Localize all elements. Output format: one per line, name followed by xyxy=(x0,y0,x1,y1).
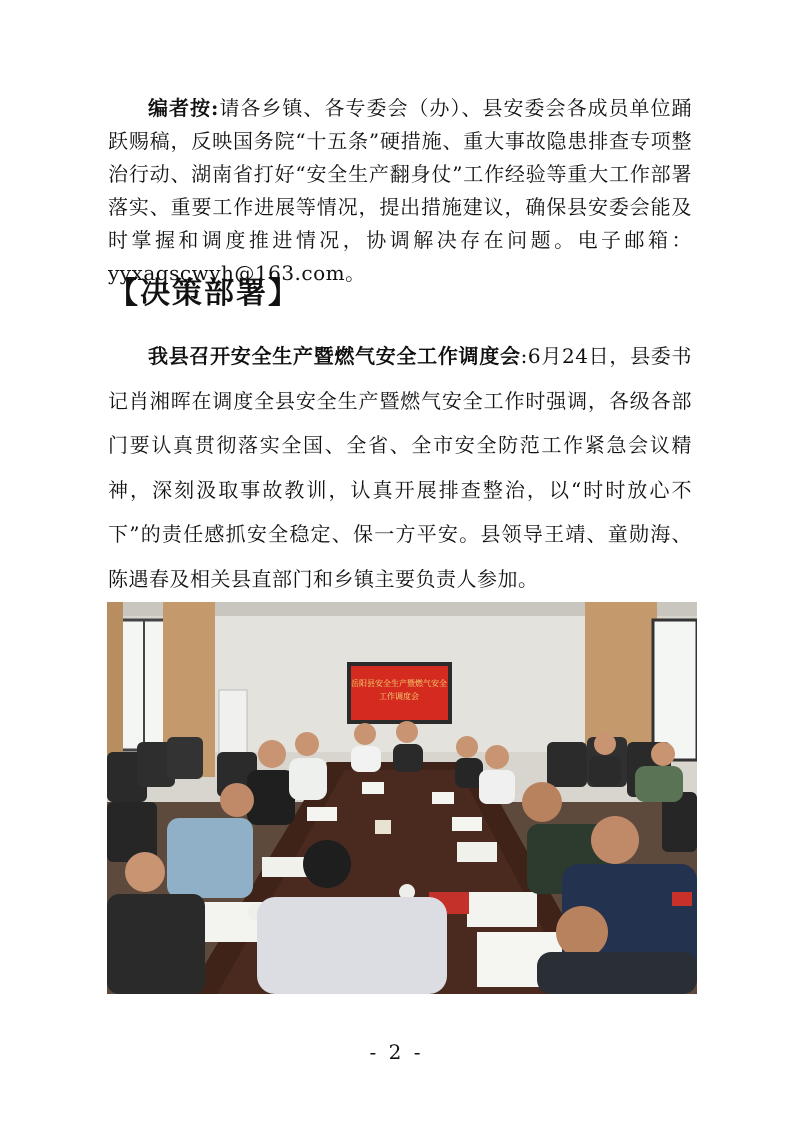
meeting-photo xyxy=(107,602,697,994)
article-paragraph xyxy=(108,334,692,601)
section-heading: 【决策部署】 xyxy=(108,276,300,311)
editor-note xyxy=(108,92,692,290)
article-body: :6月24日，县委书记肖湘晖在调度全县安全生产暨燃气安全工作时强调，各级各部门要认真贯彻落实全国、全省、全市安全防范工作紧急会议精神，深刻汲取事故教训，认真开展排查整治，以“时时放心不下”的责任感抓安全稳定、保一方平安。县领导王靖、童勋海、陈遇春及相关县直部门和乡镇主要负责人参加。 xyxy=(108,344,692,591)
editor-note-label: 编者按: xyxy=(148,96,219,120)
projection-screen xyxy=(347,662,452,724)
screen-title-line2: 工作调度会 xyxy=(379,692,419,701)
page-number: - 2 - xyxy=(369,1040,424,1064)
screen-title-line1: 岳阳县安全生产暨燃气安全 xyxy=(351,679,447,688)
editor-note-text: 请各乡镇、各专委会（办）、县安委会各成员单位踊跃赐稿，反映国务院“十五条”硬措施、重大事故隐患排查专项整治行动、湖南省打好“安全生产翻身仗”工作经验等重大工作部署落实、重要工作进展等情况，提出措施建议，确保县安委会能及时掌握和调度推进情况，协调解决存在问题。电子邮箱：yyxaqscwyh@163.com。 xyxy=(108,96,693,285)
article-headline: 我县召开安全生产暨燃气安全工作调度会 xyxy=(148,344,521,368)
